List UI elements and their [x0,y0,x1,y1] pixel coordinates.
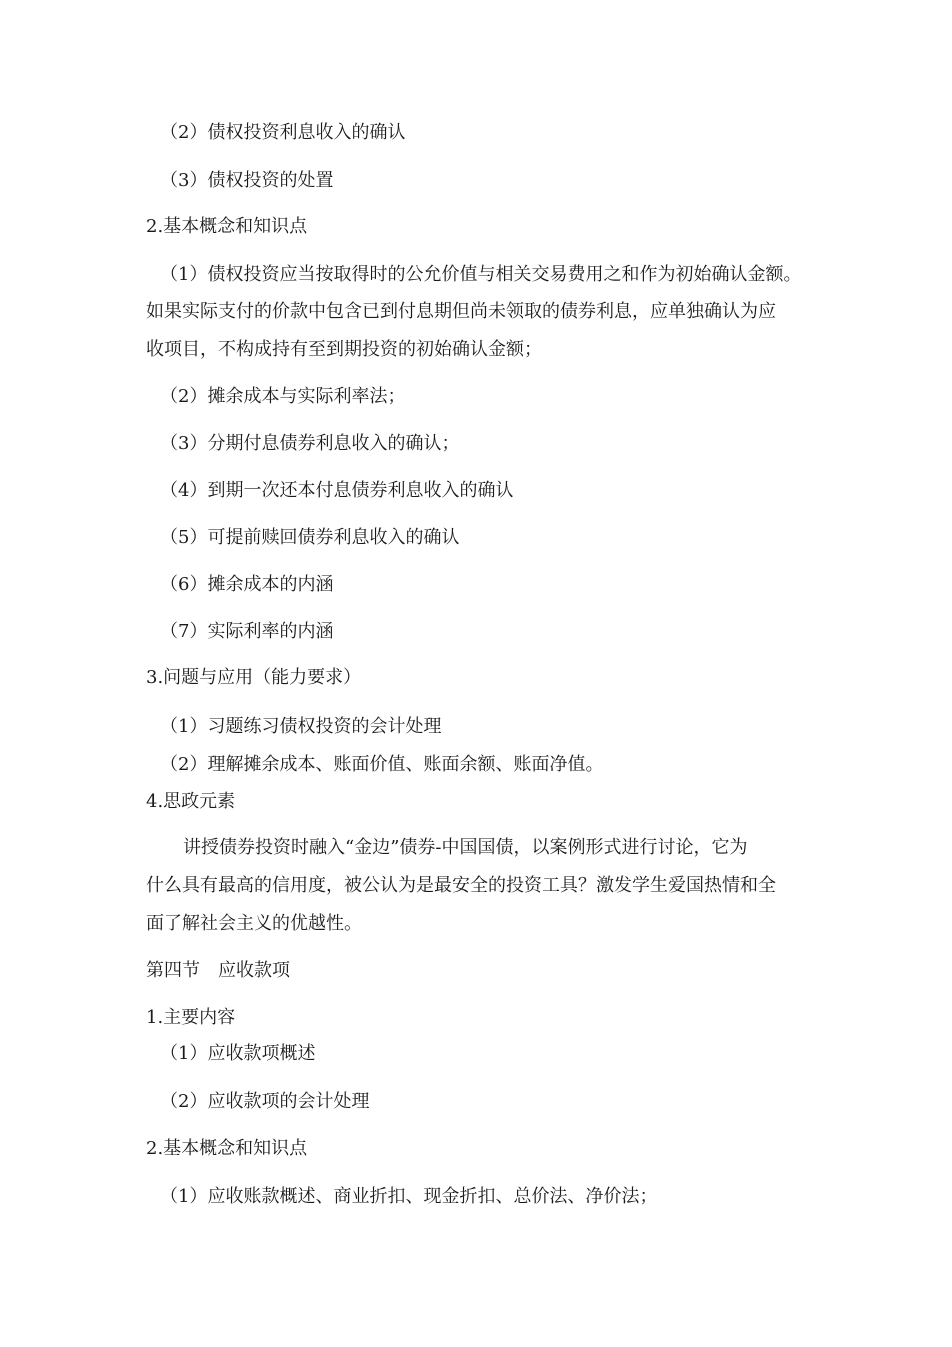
list-item: （2）应收款项的会计处理 [160,1091,370,1112]
list-item: （5）可提前赎回债券利息收入的确认 [160,527,460,548]
section-heading: 2.基本概念和知识点 [146,216,308,237]
paragraph-line: 收项目，不构成持有至到期投资的初始确认金额； [146,339,542,360]
paragraph-line: 如果实际支付的价款中包含已到付息期但尚未领取的债券利息，应单独确认为应 [146,301,776,322]
list-item: （1）习题练习债权投资的会计处理 [160,716,442,737]
list-item: （3）债权投资的处置 [160,170,334,191]
list-item: （6）摊余成本的内涵 [160,574,334,595]
list-item: （7）实际利率的内涵 [160,621,334,642]
list-item: （2）摊余成本与实际利率法； [160,386,406,407]
paragraph-line: （1）债权投资应当按取得时的公允价值与相关交易费用之和作为初始确认金额。 [160,264,802,285]
list-item: （4）到期一次还本付息债券利息收入的确认 [160,480,514,501]
section-heading: 1.主要内容 [146,1007,236,1028]
section-heading: 3.问题与应用（能力要求） [146,667,362,688]
section-heading: 4.思政元素 [146,791,236,812]
paragraph-line: 讲授债券投资时融入“金边”债券-中国国债，以案例形式进行讨论，它为 [183,837,748,858]
list-item: （2）债权投资利息收入的确认 [160,122,406,143]
paragraph-line: 面了解社会主义的优越性。 [146,913,362,934]
chapter-section-title: 第四节 应收款项 [146,960,290,981]
list-item: （2）理解摊余成本、账面价值、账面余额、账面净值。 [160,754,604,775]
list-item: （3）分期付息债券利息收入的确认； [160,433,460,454]
paragraph-line: 什么具有最高的信用度，被公认为是最安全的投资工具？激发学生爱国热情和全 [146,875,776,896]
list-item: （1）应收款项概述 [160,1043,316,1064]
section-heading: 2.基本概念和知识点 [146,1138,308,1159]
list-item: （1）应收账款概述、商业折扣、现金折扣、总价法、净价法； [160,1186,658,1207]
